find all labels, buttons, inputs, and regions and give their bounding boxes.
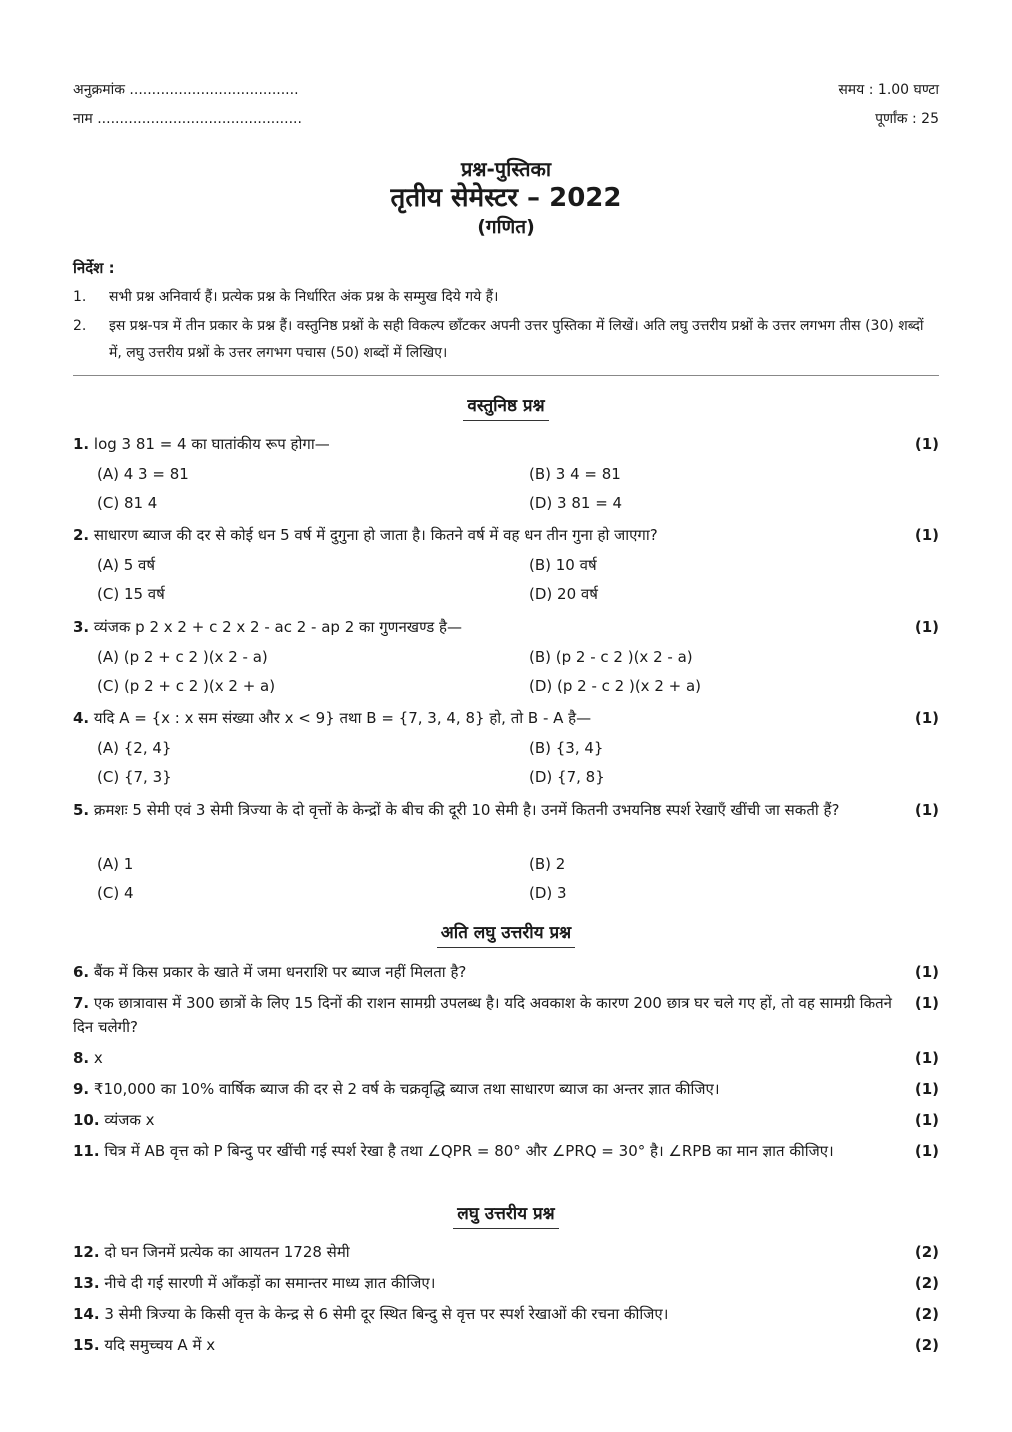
question-number: 6. [73,963,90,981]
question-text: 3 सेमी त्रिज्या के किसी वृत्त के केन्द्र से 6 सेमी दूर स्थित बिन्दु से वृत्त पर स्पर्श रेखाओं की रचना कीजिए। [104,1305,669,1323]
question-text: यदि A = {x : x सम संख्या और x < 9} तथा B = {7, 3, 4, 8} हो, तो B - A है— [93,709,592,727]
roll-number-label: अनुक्रमांक ...................................... [73,82,299,98]
option-c: (C) {7, 3} [97,768,172,786]
question [73,1271,939,1295]
option-c: (C) 4 [97,884,134,902]
question-marks: (2) [914,1305,939,1323]
question-number: 1. [73,435,90,453]
question-text: क्रमशः 5 सेमी एवं 3 सेमी त्रिज्या के दो वृत्तों के केन्द्रों के बीच की दूरी 10 सेमी है। उनमें कितनी उभयनिष्ठ स्पर्श रेखाएँ खींची जा सकती हैं? [93,801,840,819]
question-text: व्यंजक p 2 x 2 + c 2 x 2 - ac 2 - ap 2 का गुणनखण्ड है— [93,618,462,636]
direction-item [73,313,939,367]
question-text: log 3 81 = 4 का घातांकीय रूप होगा— [93,435,330,453]
question-number: 3. [73,618,90,636]
question-text: ₹10,000 का 10% वार्षिक ब्याज की दर से 2 वर्ष के चक्रवृद्धि ब्याज तथा साधारण ब्याज का अन्तर ज्ञात कीजिए। [93,1080,720,1098]
name-label: नाम .............................................. [73,111,302,127]
question-marks: (1) [914,963,939,981]
question-text: यदि समुच्चय A में x [104,1336,216,1354]
question-text: एक छात्रावास में 300 छात्रों के लिए 15 दिनों की राशन सामग्री उपलब्ध है। यदि अवकाश के कारण 200 छात्र घर चले गए हों, तो वह सामग्री कितने दिन चलेगी? [73,994,892,1036]
section-heading-very-short: अति लघु उत्तरीय प्रश्न [73,920,939,948]
option-d: (D) 20 वर्ष [529,585,598,603]
option-b: (B) 2 [529,855,566,873]
question-number: 2. [73,526,90,544]
option-b: (B) (p 2 - c 2 )(x 2 - a) [529,648,693,666]
question-number: 12. [73,1243,100,1261]
question-text: चित्र में AB वृत्त को P बिन्दु पर खींची गई स्पर्श रेखा है तथा ∠QPR = 80° और ∠PRQ = 30° है। ∠RPB का मान ज्ञात कीजिए। [104,1142,834,1160]
divider [73,375,939,376]
direction-number: 1. [73,289,87,305]
option-a: (A) (p 2 + c 2 )(x 2 - a) [97,648,268,666]
question [73,798,939,822]
max-marks-label: पूर्णांक : 25 [875,111,939,127]
question [73,1240,939,1264]
question-number: 7. [73,994,90,1012]
question-number: 8. [73,1049,90,1067]
question-paper-page [73,0,939,1432]
question-number: 5. [73,801,90,819]
direction-text: इस प्रश्न-पत्र में तीन प्रकार के प्रश्न हैं। वस्तुनिष्ठ प्रश्नों के सही विकल्प छाँटकर अपनी उत्तर पुस्तिका में लिखें। अति लघु उत्तरीय प्रश्नों के उत्तर लगभग तीस (30) शब्दों में, लघु उत्तरीय प्रश्नों के उत्तर लगभग पचास (50) शब्दों में लिखिए। [109,318,924,361]
option-b: (B) 3 4 = 81 [529,465,621,483]
question-marks: (2) [914,1336,939,1354]
question [73,960,939,984]
section-heading-objective: वस्तुनिष्ठ प्रश्न [73,393,939,421]
question-text: दो घन जिनमें प्रत्येक का आयतन 1728 सेमी [104,1243,350,1261]
option-b: (B) 10 वर्ष [529,556,597,574]
option-a: (A) {2, 4} [97,739,172,757]
option-a: (A) 5 वर्ष [97,556,156,574]
question-marks: (1) [914,1111,939,1129]
option-d: (D) {7, 8} [529,768,605,786]
question-number: 9. [73,1080,90,1098]
question-number: 10. [73,1111,100,1129]
option-a: (A) 4 3 = 81 [97,465,189,483]
question-marks: (1) [914,618,939,636]
question [73,706,939,730]
question-text: व्यंजक x [104,1111,155,1129]
question-marks: (1) [914,801,939,819]
question-marks: (1) [914,994,939,1012]
question-number: 15. [73,1336,100,1354]
option-d: (D) 3 [529,884,567,902]
question [73,1139,939,1163]
option-a: (A) 1 [97,855,134,873]
question [73,523,939,547]
question-marks: (1) [914,1080,939,1098]
question [73,432,939,456]
direction-item [73,284,939,311]
option-c: (C) 81 4 [97,494,158,512]
question-marks: (1) [914,1049,939,1067]
question [73,991,939,1039]
question-number: 11. [73,1142,100,1160]
title-block [73,156,939,240]
direction-number: 2. [73,318,87,334]
question [73,1108,939,1132]
question [73,1046,939,1070]
question [73,1077,939,1101]
directions-heading: निर्देश : [73,259,115,277]
option-d: (D) 3 81 = 4 [529,494,623,512]
question-number: 13. [73,1274,100,1292]
semester-title: तृतीय सेमेस्टर – 2022 [390,183,622,213]
option-c: (C) (p 2 + c 2 )(x 2 + a) [97,677,276,695]
question [73,615,939,639]
question-marks: (2) [914,1274,939,1292]
booklet-title: प्रश्न-पुस्तिका [460,157,552,181]
question-text: x [93,1049,103,1067]
question-text: बैंक में किस प्रकार के खाते में जमा धनराशि पर ब्याज नहीं मिलता है? [93,963,467,981]
question-marks: (1) [914,435,939,453]
subject-title: (गणित) [477,216,535,238]
direction-text: सभी प्रश्न अनिवार्य हैं। प्रत्येक प्रश्न के निर्धारित अंक प्रश्न के सम्मुख दिये गये हैं। [109,289,499,305]
question-number: 14. [73,1305,100,1323]
question-text: नीचे दी गई सारणी में आँकड़ों का समान्तर माध्य ज्ञात कीजिए। [104,1274,436,1292]
option-c: (C) 15 वर्ष [97,585,165,603]
question-marks: (2) [914,1243,939,1261]
question-marks: (1) [914,526,939,544]
question-marks: (1) [914,709,939,727]
question-marks: (1) [914,1142,939,1160]
section-heading-short: लघु उत्तरीय प्रश्न [73,1201,939,1229]
option-b: (B) {3, 4} [529,739,604,757]
question-number: 4. [73,709,90,727]
time-label: समय : 1.00 घण्टा [838,82,939,98]
option-d: (D) (p 2 - c 2 )(x 2 + a) [529,677,702,695]
question [73,1302,939,1326]
question [73,1333,939,1357]
question-text: साधारण ब्याज की दर से कोई धन 5 वर्ष में दुगुना हो जाता है। कितने वर्ष में वह धन तीन गुना हो जाएगा? [93,526,658,544]
